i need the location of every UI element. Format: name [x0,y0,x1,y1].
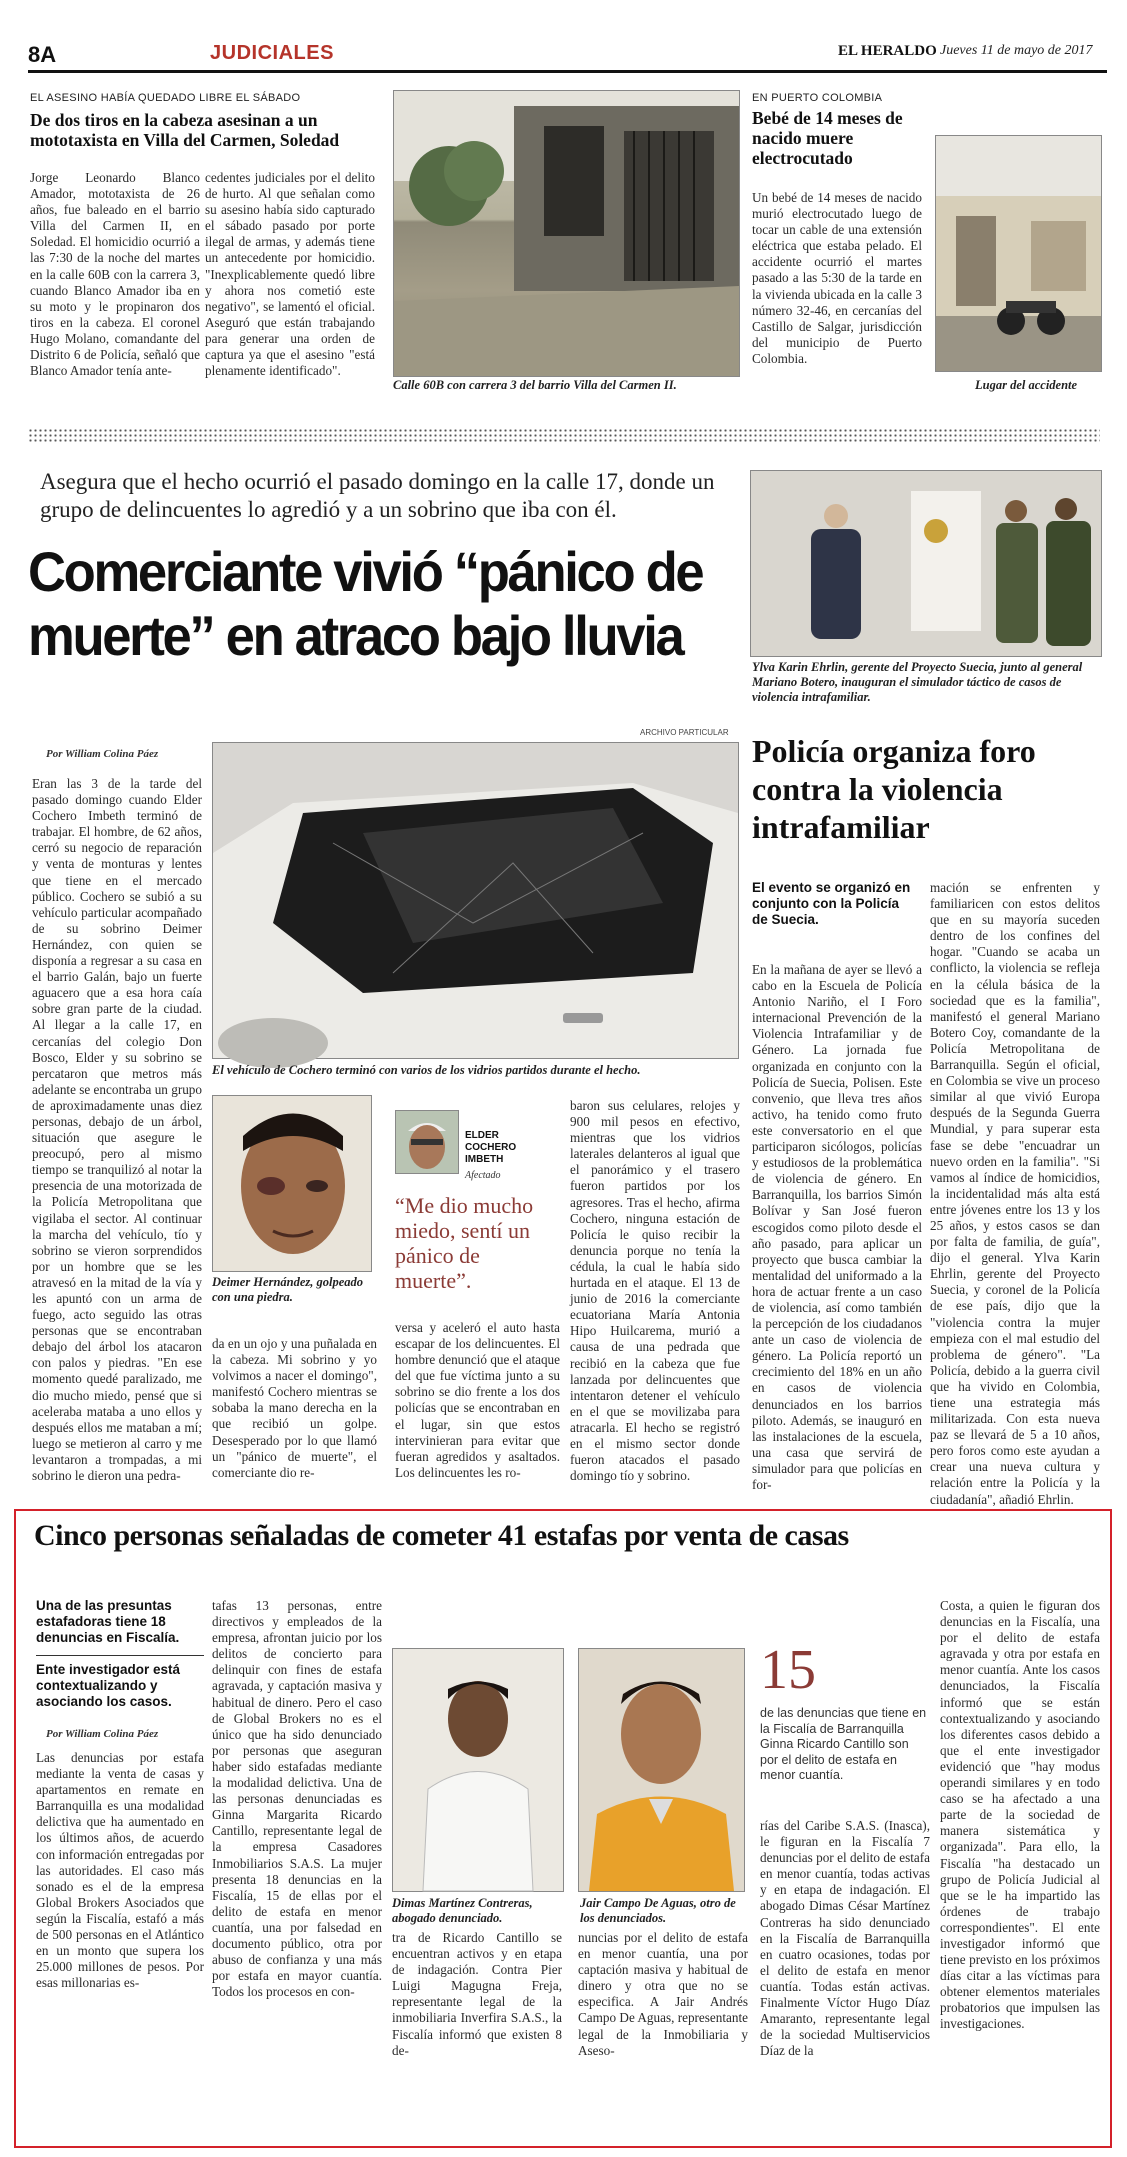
elder-role: Afectado [465,1170,501,1181]
main-byline: Por William Colina Páez [46,748,159,760]
main-dek: Asegura que el hecho ocurrió el pasado domingo en la calle 17, donde un grupo de delincuentes lo agredió y a un sobrino que iba con él. [40,469,715,522]
header-rule [28,70,1107,73]
policia-headline: Policía organiza foro contra la violencia intrafamiliar [752,733,1036,845]
photo-credit: ARCHIVO PARTICULAR [640,728,729,737]
car-caption: El vehículo de Cochero terminó con varios de los vidrios partidos durante el hecho. [212,1063,641,1077]
police-photo [750,470,1102,657]
jair-photo [578,1648,745,1892]
street-photo-art [394,91,739,376]
story1-col1: Jorge Leonardo Blanco Amador, mototaxista de 26 años, fue baleado en el barrio Villa del Carmen II, en Soledad. El homicidio ocurrió a las 7:30 de la noche del martes en la calle 60B con la carrera 3, cuando Blanco Amador iba en su moto y le propinaron dos tiros en la cabeza. El coronel Hugo Molano, comandante del Distrito 6 de Policía, señaló que Blanco Amador tenía ante- [30,170,200,379]
deimer-photo-art [213,1096,371,1271]
police-caption: Ylva Karin Ehrlin, gerente del Proyecto Suecia, junto al general Mariano Botero, inauguran el simulador táctico de casos de violencia intrafamiliar. [752,660,1083,704]
elder-photo [395,1110,459,1174]
estafas-col3a: tra de Ricardo Cantillo se encuentran activos y en etapa de indagación. Contra Pier Luigi Magugna Freja, representante legal de la inmobiliaria Inverfira S.A.S., la Fiscalía informó que existen 8 de- [392,1930,562,2058]
main-col2: da en un ojo y una puñalada en la cabeza. Mi sobrino y yo volvimos a nacer el domingo", manifestó Cochero mientras se sobaba la mano derecha en la que recibió un golpe. Desesperado por lo que llamó un "pánico de muerte", el comerciante dio re- [212,1336,377,1480]
main-col3: versa y aceleró el auto hasta escapar de los delincuentes. El hombre denunció que el ataque del que fue víctima junto a su sobrino se dio frente a los dos policías que se encontraban en el lugar, sin que estos intervinieran para evitar que fueran agredidos y asaltados. Los delincuentes les ro- [395,1320,560,1480]
story2-body: Un bebé de 14 meses de nacido murió electrocutado luego de tocar un cable de una extensión eléctrica que estaba pelado. El accidente ocurrió el martes pasado a las 5:30 de la tarde en la vivienda ubicada en la calle 3 número 32-46, en cercanías del Castillo de Salgar, jurisdicción del municipio de Puerto Colombia. [752,190,922,366]
dimas-photo [392,1648,564,1892]
stat-text: de las denuncias que tiene en la Fiscalía de Barranquilla Ginna Ricardo Cantillo son por el delito de estafa en menor cuantía. [760,1706,927,1782]
story1-headline: De dos tiros en la cabeza asesinan a un mototaxista en Villa del Carmen, Soledad [30,110,340,151]
jair-caption: Jair Campo De Aguas, otro de los denunciados. [580,1896,736,1925]
page-number: 8A [28,42,57,67]
story2-headline: Bebé de 14 meses de nacido muere electrocutado [752,108,903,169]
section-divider [28,428,1100,444]
estafas-col3b: nuncias por el delito de estafa en menor cuantía, una por captación masiva y habitual de dinero y otra que no se especifica. A Jair Andrés Campo De Aguas, representante legal de la Inmobiliaria y Aseso- [578,1930,748,2058]
elder-photo-art [396,1111,458,1173]
police-photo-art [751,471,1101,656]
policia-dek: El evento se organizó en conjunto con la Policía de Suecia. [752,880,911,927]
estafas-byline: Por William Colina Páez [46,1728,159,1740]
masthead-name: EL HERALDO [838,43,937,59]
deimer-photo [212,1095,372,1272]
estafas-col1: Las denuncias por estafa mediante la venta de casas y apartamentos en remate en Barranquilla es una modalidad delictiva que ha aumentado en los últimos años, de acuerdo con información entregadas por las autoridades. El caso más sonado es el de la empresa Global Brokers Asociados que según la Fiscalía, estafó a más de 500 personas en el Atlántico en un monto que supera los 25.000 millones de pesos. Por esas millonarias es- [36,1750,204,1991]
car-photo-art [213,743,738,1058]
estafas-dek-rule [36,1655,204,1656]
jair-photo-art [579,1649,744,1891]
story1-col2: cedentes judiciales por el delito de hurto. Al que señalan como su asesino había sido capturado el sábado pasado por porte ilegal de armas, y además tiene un antecedente por homicidio. "Inexplicablemente quedó libre y ahora nos cometió este negativo", se lamentó el oficial. Aseguró que están trabajando para generar una orden de captura ya que el asesino "está plenamente identificado". [205,170,375,379]
story2-caption: Lugar del accidente [975,378,1078,392]
story2-kicker: EN PUERTO COLOMBIA [752,92,883,104]
dimas-photo-art [393,1649,563,1891]
estafas-dek2: Ente investigador está contextualizando y asociando los casos. [36,1662,181,1709]
main-headline: Comerciante vivió “pánico de muerte” en atraco bajo lluvia [28,540,703,667]
estafas-col4b: rías del Caribe S.A.S. (Inasca), le figuran en la Fiscalía 7 denuncias por el delito de estafa en menor cuantía, todas activas y en etapa de indagación. El abogado Dimas César Martínez Contreras ha sido denunciado en la Fiscalía de Barranquilla en cuatro ocasiones, todas por el delito de estafa en menor cuantía. Todas están activas. Finalmente Víctor Hugo Díaz Amaranto, representante legal de la sociedad Multiservicios Díaz de la [760,1818,930,2059]
estafas-headline: Cinco personas señaladas de cometer 41 estafas por venta de casas [34,1519,849,1552]
estafas-col5: Costa, a quien le figuran dos denuncias en la Fiscalía, una por el delito de estafa agravada y otra por estafa en menor cuantía. Ante los casos denunciados, la Fiscalía informó que se están contextualizando y asociando los diferentes casos debido a que el ente investigador evidenció que "hay modus operandi similares y en todo caso se ha afectado a una parte de la sociedad de manera sistemática y organizada". Para ello, la Fiscalía "ha destacado un grupo de Policía Judicial al que se le ha impartido las órdenes de trabajo correspondientes". El ente investigador informó que tiene previsto en los próximos días citar a las víctimas para obtener elementos materiales probatorios que impulsen las investigaciones. [940,1598,1100,2032]
story1-kicker: EL ASESINO HABÍA QUEDADO LIBRE EL SÁBADO [30,92,301,104]
policia-col2: mación se enfrenten y familiaricen con estos delitos que en su mayoría suceden dentro de los confines del hogar. "Cuando se acaba un conflicto, la violencia se refleja en la célula básica de la sociedad que es la familia", manifestó el general Mariano Botero Coy, comandante de la Policía Metropolitana de Barranquilla. Según el oficial, en Colombia se vive un proceso similar al que vivió Europa después de la Segunda Guerra Mundial, y para superar esta fase se debe "encuadrar un nuevo orden en la familia". "Si vamos al índice de homicidios, la incidentalidad más alta está entre jóvenes entre los 13 y los 25 años, y estos casos se dan por falta de familia, de guía", dijo el general. Ylva Karin Ehrlin, gerente del Proyecto Suecia, y coronel de la Policía de ese país, dijo que la "violencia contra la mujer empieza con el mal estudio del problema de género". "La Policía, debido a la guerra civil que ha vivido en Colombia, tiene una estrategia más militarizada. Con esta nueva paz se llevará de 5 a 10 años, pero foros como este ayudan a crear una nueva cultura y relación entre la Policía y la ciudadanía", añadió Ehrlin. [930,880,1100,1507]
main-col4: baron sus celulares, relojes y 900 mil pesos en efectivo, mientras que los vidrios laterales delanteros al igual que el panorámico y el trasero fueron partidos por los agresores. Tras el hecho, afirma Cochero, ninguna estación de Policía le quiso recibir la denuncia porque no tenía la cédula, la cual le había sido hurtada en el ataque. El 13 de junio de 2016 la comerciante ecuatoriana María Antonia Hipo Huilcarema, murió a causa de una pedrada que recibió en la cabeza que fue lanzada por delincuentes que intentaron detener el vehículo en el que se movilizaba para atracarla. El hecho se registró en el mismo sector donde fueron atacados el pasado domingo tío y sobrino. [570,1098,740,1484]
section-title: JUDICIALES [210,42,334,64]
car-photo [212,742,739,1059]
story1-caption: Calle 60B con carrera 3 del barrio Villa del Carmen II. [393,378,677,392]
masthead-date: Jueves 11 de mayo de 2017 [940,43,1093,58]
estafas-col2: tafas 13 personas, entre directivos y empleados de la empresa, afrontan juicio por los delitos de concierto para delinquir con fines de estafa agravada, y captación masiva y habitual de dinero. Pero el caso de Global Brokers no es el único que ha sido denunciado por personas que aseguran haber sido estafadas mediante la modalidad delictiva. Una de las personas denunciadas es Ginna Margarita Ricardo Cantillo, representante legal de la empresa Casadores Inmobiliarios S.A.S. La mujer presenta 18 denuncias en la Fiscalía, 15 de ellas por el delito de estafa en menor cuantía, una por falsedad en documento público, otra por abuso de confianza y una más por estafa en mayor cuantía. Todos los procesos en con- [212,1598,382,2000]
dimas-caption: Dimas Martínez Contreras, abogado denunciado. [392,1896,533,1925]
estafas-dek1: Una de las presuntas estafadoras tiene 18 denuncias en Fiscalía. [36,1598,180,1645]
elder-name: ELDER COCHERO IMBETH [465,1130,517,1165]
policia-col1: En la mañana de ayer se llevó a cabo en la Escuela de Policía Antonio Nariño, el I Foro internacional Prevención de la Violencia Intrafamiliar y de Género. La jornada fue organizada en conjunto con la Policía de Suecia, Polisen. Este convenio, que lleva tres años activo, ha tenido como fruto este conversatorio en el que participaron sicólogos, policías y estudiosos de la problemática de violencia de género. En Barranquilla, los barrios Simón Bolívar y San José fueron escogidos como piloto desde el año pasado, para aplicar un proyecto que busca cambiar la mentalidad del uniformado a la hora de actuar frente a un caso de violencia, así como también la percepción de los ciudadanos ante un caso de violencia de género. La Policía reportó un crecimiento del 18% en un año en casos de violencia denunciados en los barrios piloto. Además, se inauguró en las instalaciones de la escuela, una casa que servirá de simulador para que policías en for- [752,962,922,1492]
stat-number: 15 [760,1639,816,1701]
accident-photo [935,135,1102,372]
accident-photo-art [936,136,1101,371]
main-col1: Eran las 3 de la tarde del pasado domingo cuando Elder Cochero Imbeth terminó de trabajar. El hombre, de 62 años, cerró su negocio de reparación y venta de monturas y lentes que tiene en el mercado público. Cochero se subió a su vehículo particular acompañado de su sobrino Deimer Hernández, con quien se disponía a regresar a su casa en el barrio Galán, bajo un fuerte aguacero que a esa hora caía sobre gran parte de la ciudad. Al llegar a la calle 17, en cercanías del colegio Don Bosco, Elder y su sobrino se percataron que metros más adelante se encontraba un grupo de aproximadamente unas diez personas, debajo de un árbol, situación que asegure le preocupó, pero al mismo tiempo se tranquilizó al notar la presencia de una motorizada de la Policía Metropolitana que vigilaba el sector. Al continuar la marcha del vehículo, tío y sobrino se vieron sorprendidos por un hombre que se les atravesó en la mitad de la vía y les apuntó con un arma de fuego, acto seguido las otras personas que se encontraban debajo del árbol los atacaron con palos y piedras. "En ese momento quedé paralizado, me dio mucho miedo, pensé que si aceleraba mataba a uno ellos y después ellos me mataban a mí; luego se metieron al carro y me levantaron a trompadas, a mi sobrino le dieron una pedra- [32,776,202,1484]
street-photo [393,90,740,377]
pull-quote: “Me dio mucho miedo, sentí un pánico de muerte”. [395,1193,534,1293]
deimer-caption: Deimer Hernández, golpeado con una piedra. [212,1275,364,1304]
